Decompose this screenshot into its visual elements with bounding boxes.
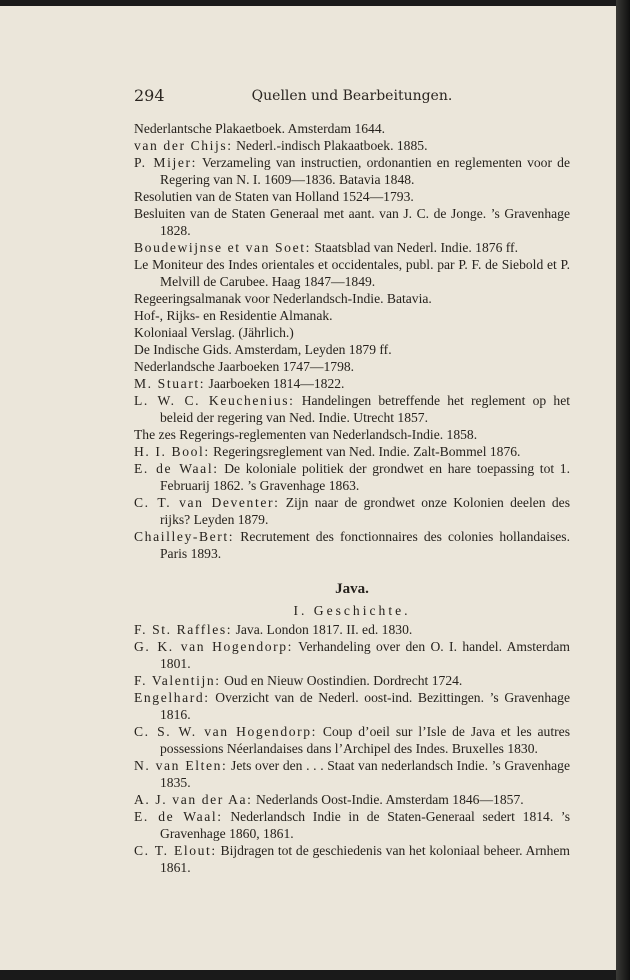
entry-author: A. J. van der Aa: (134, 792, 253, 807)
bibliography-entry (134, 443, 570, 460)
entry-text: Koloniaal Verslag. (Jährlich.) (134, 325, 294, 340)
bibliography-entry (134, 120, 570, 137)
entry-author: Engelhard: (134, 690, 210, 705)
bibliography-entry (134, 842, 570, 876)
entry-text: Jaarboeken 1814—1822. (205, 376, 345, 391)
bibliography-entry (134, 290, 570, 307)
entry-author: L. W. C. Keuchenius: (134, 393, 295, 408)
bibliography-entry (134, 154, 570, 188)
bibliography-list-java (134, 621, 570, 876)
bibliography-entry (134, 528, 570, 562)
bibliography-entry (134, 392, 570, 426)
bibliography-entry (134, 324, 570, 341)
bibliography-content (134, 120, 570, 876)
bibliography-entry (134, 256, 570, 290)
entry-author: G. K. van Hogendorp: (134, 639, 294, 654)
entry-text: Oud en Nieuw Oostindien. Dordrecht 1724. (220, 673, 463, 688)
bibliography-entry (134, 808, 570, 842)
entry-text: Staatsblad van Nederl. Indie. 1876 ff. (310, 240, 518, 255)
page-number: 294 (134, 86, 165, 105)
entry-text: De koloniale politiek der grondwet en hare toepassing tot 1. Februarij 1862. ’s Gravenhage 1863. (160, 461, 571, 493)
entry-text: Bijdragen tot de geschiedenis van het koloniaal beheer. Arnhem 1861. (160, 843, 571, 875)
entry-author: E. de Waal: (134, 809, 223, 824)
entry-author: F. St. Raffles: (134, 622, 233, 637)
entry-author: M. Stuart: (134, 376, 206, 391)
book-spine-shadow (616, 0, 630, 980)
entry-text: Jets over den . . . Staat van nederlandsch Indie. ’s Gravenhage 1835. (160, 758, 571, 790)
entry-text: Overzicht van de Nederl. oost-ind. Bezittingen. ’s Gravenhage 1816. (160, 690, 570, 722)
entry-author: P. Mijer: (134, 155, 198, 170)
bibliography-entry (134, 188, 570, 205)
entry-text: Resolutien van de Staten van Holland 1524—1793. (134, 189, 414, 204)
entry-text: Verhandeling over den O. I. handel. Amsterdam 1801. (160, 639, 570, 671)
entry-text: Nederlantsche Plakaetboek. Amsterdam 1644. (134, 121, 386, 136)
entry-author: C. T. Elout: (134, 843, 217, 858)
entry-text: Besluiten van de Staten Generaal met aant. van J. C. de Jonge. ’s Gravenhage 1828. (134, 206, 570, 238)
entry-text: Coup d’oeil sur l’Isle de Java et les autres possessions Néerlandaises dans l’Archipel des Indes. Bruxelles 1830. (160, 724, 570, 756)
entry-author: C. T. van Deventer: (134, 495, 280, 510)
entry-author: H. I. Bool: (134, 444, 210, 459)
entry-text: Nederlands Oost-Indie. Amsterdam 1846—1857. (252, 792, 524, 807)
bibliography-entry (134, 341, 570, 358)
entry-author: F. Valentijn: (134, 673, 221, 688)
bibliography-entry (134, 791, 570, 808)
entry-text: Zijn naar de grondwet onze Kolonien deelen des rijks? Leyden 1879. (160, 495, 571, 527)
entry-author: Boudewijnse et van Soet: (134, 240, 311, 255)
entry-author: Chailley-Bert: (134, 529, 235, 544)
entry-text: Hof-, Rijks- en Residentie Almanak. (134, 308, 333, 323)
bibliography-entry (134, 460, 570, 494)
bibliography-entry (134, 494, 570, 528)
bibliography-entry (134, 358, 570, 375)
entry-author: N. van Elten: (134, 758, 228, 773)
entry-author: C. S. W. van Hogendorp: (134, 724, 318, 739)
page-header (134, 86, 570, 108)
bibliography-entry (134, 426, 570, 443)
entry-text: Nederl.-indisch Plakaatboek. 1885. (232, 138, 428, 153)
bibliography-entry (134, 375, 570, 392)
bibliography-entry (134, 638, 570, 672)
entry-text: The zes Regerings-reglementen van Nederlandsch-Indie. 1858. (134, 427, 478, 442)
entry-author: van der Chijs: (134, 138, 233, 153)
running-title: Quellen und Bearbeitungen. (251, 88, 453, 104)
bibliography-entry (134, 689, 570, 723)
entry-author: E. de Waal: (134, 461, 219, 476)
entry-text: Regeringsreglement van Ned. Indie. Zalt-Bommel 1876. (209, 444, 521, 459)
entry-text: Regeeringsalmanak voor Nederlandsch-Indie. Batavia. (134, 291, 432, 306)
section-title: Java. (335, 581, 369, 597)
section-subtitle: I. Geschichte. (293, 603, 411, 618)
entry-text: De Indische Gids. Amsterdam, Leyden 1879 ff. (134, 342, 392, 357)
bibliography-entry (134, 723, 570, 757)
entry-text: Nederlandsche Jaarboeken 1747—1798. (134, 359, 355, 374)
entry-text: Recrutement des fonctionnaires des colonies hollandaises. Paris 1893. (160, 529, 570, 561)
bibliography-entry (134, 137, 570, 154)
bibliography-entry (134, 672, 570, 689)
entry-text: Nederlandsch Indie in de Staten-Generaal sedert 1814. ’s Gravenhage 1860, 1861. (160, 809, 571, 841)
bibliography-entry (134, 621, 570, 638)
entry-text: Java. London 1817. II. ed. 1830. (232, 622, 413, 637)
bibliography-entry (134, 757, 570, 791)
entry-text: Le Moniteur des Indes orientales et occidentales, publ. par P. F. de Siebold et P. Melvill de Carubee. Haag 1847—1849. (134, 257, 570, 289)
bibliography-entry (134, 239, 570, 256)
entry-text: Handelingen betreffende het reglement op het beleid der regering van Ned. Indie. Utrecht 1857. (160, 393, 570, 425)
entry-text: Verzameling van instructien, ordonantien en reglementen voor de Regering van N. I. 1609—1836. Batavia 1848. (160, 155, 570, 187)
bibliography-entry (134, 307, 570, 324)
bibliography-entry (134, 205, 570, 239)
bibliography-list-sources (134, 120, 570, 562)
